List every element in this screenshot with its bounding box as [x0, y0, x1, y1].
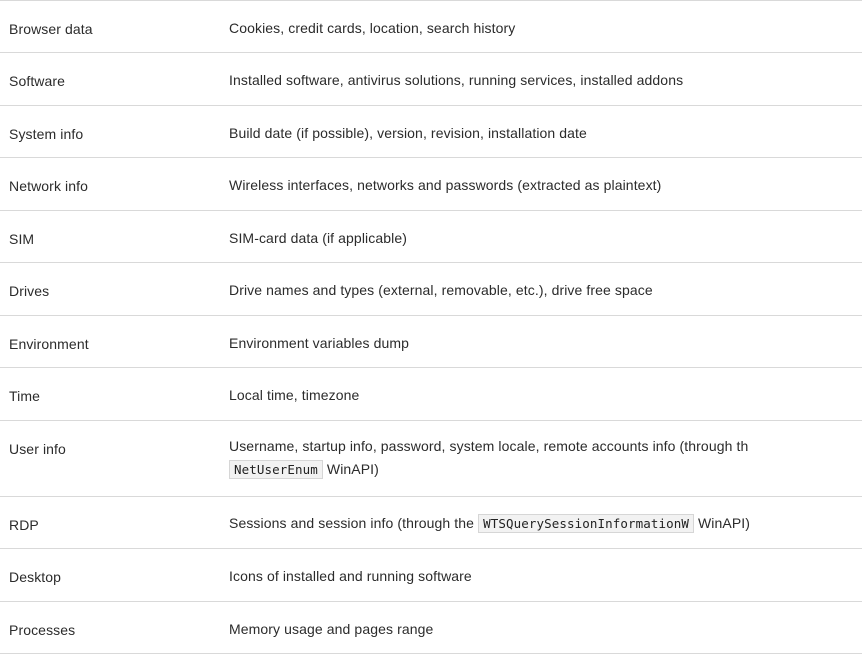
table-row: [0, 316, 862, 368]
category-cell: Time: [9, 388, 40, 404]
category-cell: Environment: [9, 336, 89, 352]
category-cell: System info: [9, 126, 84, 142]
description-text: WinAPI): [326, 461, 379, 477]
table-row: [0, 497, 862, 549]
table-row: [0, 211, 862, 263]
category-cell: Desktop: [9, 569, 62, 585]
description-cell: Local time, timezone: [229, 387, 360, 403]
description-cell: Environment variables dump: [229, 335, 410, 351]
category-cell: User info: [9, 441, 66, 457]
code-snippet: NetUserEnum: [229, 460, 323, 479]
description-cell: Memory usage and pages range: [229, 621, 434, 637]
description-cell: [229, 512, 862, 535]
description-cell: Installed software, antivirus solutions, running services, installed addons: [229, 72, 684, 88]
category-cell: Processes: [9, 622, 76, 638]
description-cell: Wireless interfaces, networks and passwords (extracted as plaintext): [229, 177, 662, 193]
table-row: [0, 549, 862, 602]
description-cell: Build date (if possible), version, revision, installation date: [229, 125, 587, 141]
table-row: [0, 421, 862, 497]
description-cell: Drive names and types (external, removable, etc.), drive free space: [229, 282, 653, 298]
description-line: [229, 458, 862, 481]
category-cell: Software: [9, 73, 66, 89]
category-cell: Network info: [9, 178, 89, 194]
table-row: [0, 158, 862, 211]
description-cell: Icons of installed and running software: [229, 568, 472, 584]
table-row: [0, 368, 862, 421]
category-cell: RDP: [9, 517, 39, 533]
category-cell: Drives: [9, 283, 50, 299]
category-cell: Browser data: [9, 21, 93, 37]
table-row: [0, 106, 862, 158]
table-row: [0, 602, 862, 654]
table-row: [0, 1, 862, 53]
description-cell: [229, 435, 862, 481]
table-row: [0, 263, 862, 316]
description-text: WinAPI): [697, 515, 751, 531]
category-cell: SIM: [9, 231, 35, 247]
code-snippet: WTSQuerySessionInformationW: [478, 514, 694, 533]
description-cell: SIM-card data (if applicable): [229, 230, 407, 246]
description-line: Username, startup info, password, system locale, remote accounts info (through th: [229, 438, 749, 454]
description-text: Sessions and session info (through the: [229, 515, 475, 531]
description-cell: Cookies, credit cards, location, search history: [229, 20, 516, 36]
table-row: [0, 53, 862, 106]
